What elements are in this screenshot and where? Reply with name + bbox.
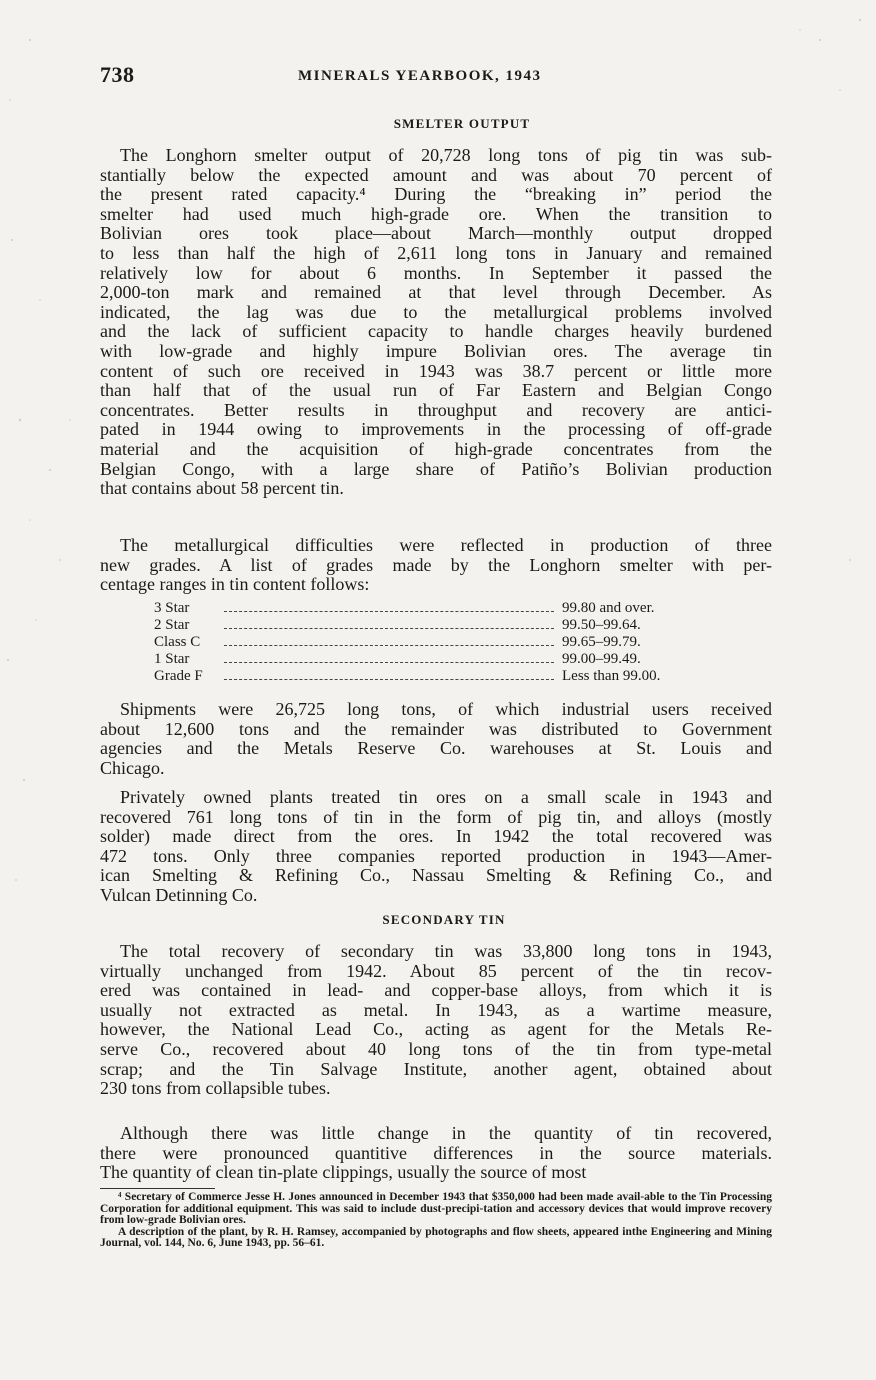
text-line: relatively low for about 6 months. In September it passed the — [100, 262, 772, 283]
dot-leader — [224, 610, 554, 612]
section-heading-secondary-tin: SECONDARY TIN — [382, 912, 506, 927]
footnote-4 — [100, 1192, 772, 1227]
text-line: the present rated capacity.⁴ During the “breaking in” period the — [100, 184, 772, 205]
text-line: agencies and the Metals Reserve Co. warehouses at St. Louis and — [100, 738, 772, 759]
grade-name: 1 Star — [154, 651, 190, 667]
paragraph-shipments — [100, 700, 772, 778]
text-line: The total recovery of secondary tin was 33,800 long tons in 1943, — [120, 941, 772, 961]
text-line: to less than half the high of 2,611 long tons in January and remained — [100, 242, 772, 263]
text-line: ican Smelting & Refining Co., Nassau Smelting & Refining Co., and — [100, 865, 772, 886]
text-line: and the lack of sufficient capacity to handle charges heavily burdened — [100, 321, 772, 342]
paragraph-smelter-output — [100, 146, 772, 499]
grade-row — [150, 634, 730, 651]
text-line: scrap; and the Tin Salvage Institute, another agent, obtained about — [100, 1058, 772, 1079]
page-number: 738 — [100, 62, 135, 87]
section-heading-smelter-output: SMELTER OUTPUT — [393, 116, 531, 131]
text-line: than half that of the usual run of Far Eastern and Belgian Congo — [100, 380, 772, 401]
text-line: The Longhorn smelter output of 20,728 long tons of pig tin was sub- — [120, 145, 772, 165]
text-line: serve Co., recovered about 40 long tons of the tin from type-metal — [100, 1038, 772, 1059]
text-line: Chicago. — [100, 757, 165, 778]
grade-range: 99.00–99.49. — [562, 651, 641, 667]
running-title: MINERALS YEARBOOK, 1943 — [298, 68, 542, 84]
text-line: tation and accessory devices that would improve recovery from low-grade Bolivian ores. — [100, 1202, 772, 1226]
text-line: Belgian Congo, with a large share of Patiño’s Bolivian production — [100, 458, 772, 479]
footnote-rule — [100, 1188, 215, 1189]
text-line: ered was contained in lead- and copper-base alloys, from which it is — [100, 980, 772, 1001]
text-line: however, the National Lead Co., acting as agent for the Metals Re- — [100, 1019, 772, 1040]
text-line: with low-grade and highly impure Bolivian ores. The average tin — [100, 340, 772, 361]
grade-name: Grade F — [154, 668, 203, 684]
dot-leader — [224, 661, 554, 663]
text-line: indicated, the lag was due to the metallurgical problems involved — [100, 301, 772, 322]
grade-range: 99.65–99.79. — [562, 634, 641, 650]
grade-row — [150, 600, 730, 617]
paragraph-grades-intro — [100, 536, 772, 595]
grade-name: 2 Star — [154, 617, 190, 633]
text-line: 472 tons. Only three companies reported production in 1943—Amer- — [100, 845, 772, 866]
grade-name: Class C — [154, 634, 201, 650]
grade-row — [150, 668, 730, 685]
text-line: pated in 1944 owing to improvements in the processing of off-grade — [100, 419, 772, 440]
text-line: ⁴ Secretary of Commerce Jesse H. Jones announced in December 1943 that $350,000 had been made avail- — [118, 1191, 645, 1203]
grade-row — [150, 617, 730, 634]
grade-range: 99.80 and over. — [562, 600, 655, 616]
text-line: solder) made direct from the ores. In 1942 the total recovered was — [100, 826, 772, 847]
text-line: 2,000-ton mark and remained at that level through December. As — [100, 282, 772, 303]
text-line: recovered 761 long tons of tin in the form of pig tin, and alloys (mostly — [100, 806, 772, 827]
text-line: usually not extracted as metal. In 1943, as a wartime measure, — [100, 999, 772, 1020]
text-line: smelter had used much high-grade ore. When the transition to — [100, 203, 772, 224]
grade-range: 99.50–99.64. — [562, 617, 641, 633]
text-line: centage ranges in tin content follows: — [100, 574, 370, 595]
text-line: about 12,600 tons and the remainder was distributed to Government — [100, 718, 772, 739]
text-line: Although there was little change in the quantity of tin recovered, — [120, 1123, 772, 1143]
text-line: able to the Tin Processing Corporation for additional equipment. This was said to include dust-precipi- — [100, 1191, 772, 1215]
text-line: The quantity of clean tin-plate clippings, usually the source of most — [100, 1162, 587, 1183]
text-line: A description of the plant, by R. H. Ramsey, accompanied by photographs and flow sheets, appeared in — [118, 1225, 632, 1238]
paragraph-secondary-recovery — [100, 942, 772, 1099]
paragraph-private-plants — [100, 788, 772, 906]
text-line: new grades. A list of grades made by the Longhorn smelter with per- — [100, 554, 772, 575]
text-line: The metallurgical difficulties were reflected in production of three — [120, 535, 772, 555]
text-line: Vulcan Detinning Co. — [100, 884, 258, 905]
dot-leader — [224, 644, 554, 646]
text-line: content of such ore received in 1943 was 38.7 percent or little more — [100, 360, 772, 381]
text-line: there were pronounced quantitive differences in the source materials. — [100, 1142, 772, 1163]
text-line: Privately owned plants treated tin ores on a small scale in 1943 and — [120, 787, 772, 807]
grade-list — [150, 600, 730, 685]
text-line: material and the acquisition of high-grade concentrates from the — [100, 438, 772, 459]
text-line: the Engineering and Mining Journal, vol. 144, No. 6, June 1943, pp. 56–61. — [100, 1225, 773, 1249]
dot-leader — [224, 627, 554, 629]
footnote-plant-description — [100, 1227, 772, 1250]
text-line: Bolivian ores took place—about March—monthly output dropped — [100, 223, 772, 244]
text-line: stantially below the expected amount and was about 70 percent of — [100, 164, 772, 185]
text-line: 230 tons from collapsible tubes. — [100, 1078, 331, 1099]
text-line: Shipments were 26,725 long tons, of which industrial users received — [120, 699, 772, 719]
grade-range: Less than 99.00. — [562, 668, 661, 684]
dot-leader — [224, 678, 554, 680]
grade-name: 3 Star — [154, 600, 190, 616]
paragraph-source-materials — [100, 1124, 772, 1183]
text-line: that contains about 58 percent tin. — [100, 478, 344, 499]
footnotes — [100, 1192, 772, 1250]
text-line: concentrates. Better results in throughput and recovery are antici- — [100, 399, 772, 420]
page-header — [100, 62, 772, 92]
grade-row — [150, 651, 730, 668]
text-line: virtually unchanged from 1942. About 85 percent of the tin recov- — [100, 960, 772, 981]
